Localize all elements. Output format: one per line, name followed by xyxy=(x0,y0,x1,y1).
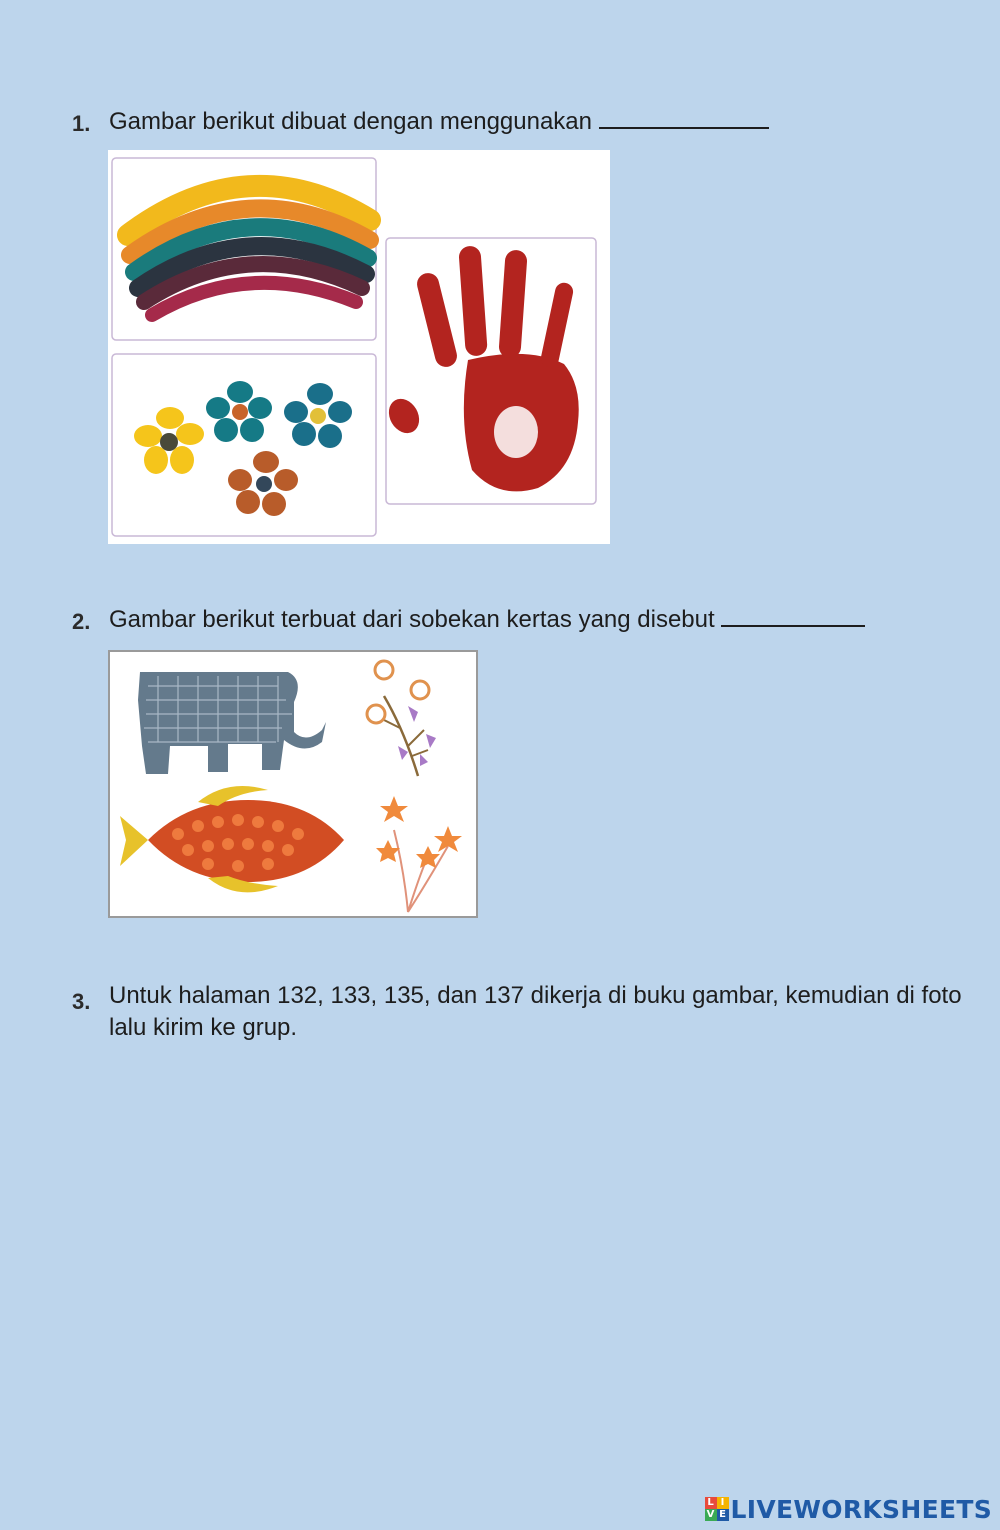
mosaic-fish xyxy=(120,786,344,892)
finger-painting-illustration xyxy=(108,150,610,544)
logo-letter-i: I xyxy=(717,1497,729,1509)
logo-letter-e: E xyxy=(717,1509,729,1521)
question-2-label: Gambar berikut terbuat dari sobekan kertas yang disebut xyxy=(109,606,715,633)
mosaic-flower-branch xyxy=(367,661,436,776)
question-1-text xyxy=(109,106,769,138)
question-1-answer-blank[interactable] xyxy=(599,107,769,129)
question-1-number: 1. xyxy=(72,111,91,136)
liveworksheets-logo-icon xyxy=(705,1497,729,1521)
question-1-picture-finger-painting xyxy=(108,150,610,544)
question-3-number: 3. xyxy=(72,989,91,1014)
paper-mosaic-illustration xyxy=(108,650,478,918)
question-1-label: Gambar berikut dibuat dengan menggunakan xyxy=(109,108,592,135)
question-2-number: 2. xyxy=(72,609,91,634)
question-2-answer-blank[interactable] xyxy=(721,605,865,627)
question-2-picture-paper-mosaic xyxy=(108,650,478,918)
mosaic-star-flowers xyxy=(376,796,462,912)
question-2-text xyxy=(109,604,865,636)
liveworksheets-brand xyxy=(705,1494,992,1524)
liveworksheets-wordmark: LIVEWORKSHEETS xyxy=(730,1494,992,1524)
question-3-text: Untuk halaman 132, 133, 135, dan 137 dikerja di buku gambar, kemudian di foto lalu kirim ke grup. xyxy=(109,982,962,1041)
logo-letter-v: V xyxy=(705,1509,717,1521)
logo-letter-l: L xyxy=(705,1497,717,1509)
mosaic-elephant xyxy=(138,672,326,774)
